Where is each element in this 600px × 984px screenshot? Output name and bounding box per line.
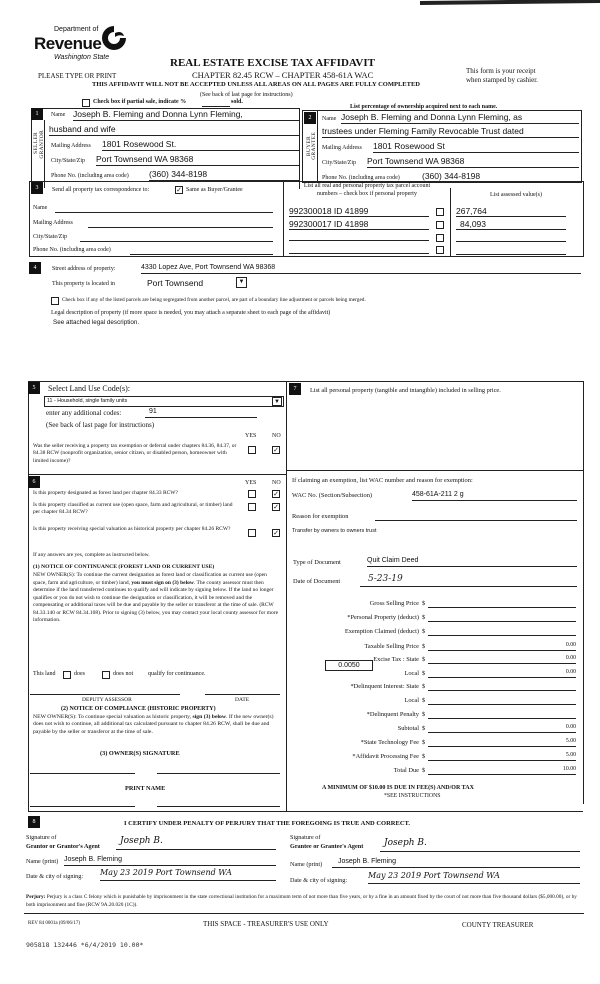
land-use-see-back: (See back of last page for instructions): [46, 421, 155, 429]
parcel-number-field[interactable]: [289, 240, 429, 241]
buyer-phone-label: Phone No. (including area code): [322, 175, 400, 181]
fee-label: Excise Tax : State: [373, 656, 419, 663]
this-land-label: This land: [33, 671, 56, 677]
question-text: Is this property receiving special valuation as historical property per chapter 84.26 RCW?: [33, 526, 231, 532]
personal-property-checkbox[interactable]: [436, 234, 444, 242]
exemption-yes-checkbox[interactable]: [248, 446, 256, 454]
section-number-2: 2: [304, 112, 316, 124]
currency-symbol: $: [422, 725, 426, 732]
parcel-number-field[interactable]: 992300017 ID 41898: [289, 219, 429, 230]
legal-description-field[interactable]: See attached legal description.: [53, 319, 140, 326]
grantor-name-field[interactable]: Joseph B. Fleming: [64, 856, 276, 866]
county-treasurer-label: COUNTY TREASURER: [462, 921, 534, 929]
assessed-value-field[interactable]: [456, 241, 566, 242]
doc-type-field[interactable]: Quit Claim Deed: [367, 557, 577, 567]
exemption-label: If claiming an exemption, list WAC number and reason for exemption:: [292, 477, 473, 484]
deputy-assessor-label: DEPUTY ASSESSOR: [82, 697, 132, 703]
currency-symbol: $: [422, 767, 426, 774]
form-title: REAL ESTATE EXCISE TAX AFFIDAVIT: [170, 57, 375, 69]
buyer-name-label: Name: [322, 116, 337, 122]
section-number-1: 1: [31, 108, 43, 120]
print-name-line[interactable]: [30, 806, 135, 807]
parcel-number-field[interactable]: 992300018 ID 41899: [289, 206, 429, 217]
parcel-header-2: numbers – check box if personal property: [317, 191, 417, 197]
grantee-side-label: GRANTEE: [311, 132, 317, 160]
additional-codes-label: enter any additional codes:: [46, 409, 122, 417]
street-address-field[interactable]: 4330 Lopez Ave, Port Townsend WA 98368: [141, 264, 581, 274]
additional-codes-field[interactable]: 91: [145, 408, 257, 418]
fee-label: Taxable Selling Price: [364, 643, 419, 650]
fee-label: Exemption Claimed (deduct): [344, 628, 419, 635]
fee-label: *Personal Property (deduct): [347, 614, 419, 621]
logo-name: Revenue: [34, 34, 102, 53]
wac-field[interactable]: 458-61A-211 2 g: [412, 491, 577, 501]
seller-side-label: SELLER: [33, 132, 39, 154]
corr-phone-label: Phone No. (including area code): [33, 247, 111, 253]
currency-symbol: $: [422, 628, 426, 635]
land-does-not-label: does not: [113, 671, 134, 677]
reason-field[interactable]: Transfer by owners to owners trust: [292, 528, 377, 534]
fee-label: Local: [404, 670, 419, 677]
corr-name-field[interactable]: [55, 212, 273, 213]
grantor-name-label: Name (print): [26, 858, 59, 865]
certify-statement: I CERTIFY UNDER PENALTY OF PERJURY THAT THE FOREGOING IS TRUE AND CORRECT.: [124, 820, 411, 827]
located-in-select[interactable]: Port Townsend: [147, 278, 204, 288]
segregate-label: Check box if any of the listed parcels are being segregated from another parcel, are part of a boundary line adjustment or parcels being merged.: [62, 297, 366, 303]
buyer-name-field[interactable]: Joseph B. Fleming and Donna Lynn Fleming, as: [341, 112, 579, 124]
no-checkbox[interactable]: ✓: [273, 503, 279, 511]
fee-label: Local: [404, 697, 419, 704]
cashier-stamp: 905818 132446 *6/4/2019 10.00*: [26, 941, 144, 949]
section-number-7: 7: [289, 383, 301, 395]
section-number-5: 5: [28, 382, 40, 394]
corr-name-label: Name: [33, 205, 48, 211]
grantor-sig-label-2: Grantor or Grantor's Agent: [26, 843, 100, 850]
grantee-date-field[interactable]: May 23 2019 Port Townsend WA: [368, 871, 580, 884]
reason-field-line[interactable]: [375, 520, 577, 521]
logo-state: Washington State: [54, 54, 110, 61]
grantor-side-label: GRANTOR: [39, 130, 45, 159]
fee-label: *Affidavit Processing Fee: [352, 753, 419, 760]
if-yes-note: If any answers are yes, complete as instructed below.: [33, 552, 150, 558]
seller-name-field[interactable]: Joseph B. Fleming and Donna Lynn Fleming,: [73, 109, 299, 121]
land-use-select[interactable]: [44, 396, 284, 407]
same-as-buyer-checkbox[interactable]: ✓: [176, 186, 182, 194]
land-does-checkbox[interactable]: [63, 671, 71, 679]
land-does-label: does: [74, 671, 85, 677]
fee-value-field[interactable]: [428, 682, 576, 691]
currency-symbol: $: [422, 739, 426, 746]
exemption-no-checkbox[interactable]: ✓: [273, 446, 279, 454]
buyer-address-field[interactable]: 1801 Rosewood St: [373, 141, 579, 153]
fee-label: *State Technology Fee: [360, 739, 419, 746]
form-id: REV 84 0001a (09/06/17): [28, 921, 80, 926]
currency-symbol: $: [422, 643, 426, 650]
grantee-signature[interactable]: Joseph B.: [380, 838, 580, 852]
grantee-sig-label-2: Grantee or Grantee's Agent: [290, 843, 364, 850]
fee-value-field[interactable]: [428, 696, 576, 705]
currency-symbol: $: [422, 600, 426, 607]
section-number-3: 3: [31, 182, 43, 194]
located-in-label: This property is located in: [52, 281, 115, 287]
section-number-6: 6: [28, 476, 40, 488]
partial-sale-checkbox[interactable]: [82, 99, 90, 107]
question-text: Is this property classified as current use (open space, farm and agricultural, or timber) land per chapter 84.34 RCW?: [33, 502, 233, 516]
no-checkbox[interactable]: ✓: [273, 490, 279, 498]
currency-symbol: $: [422, 656, 426, 663]
assessed-value-field[interactable]: 84,093: [456, 219, 566, 230]
grantor-sig-label-1: Signature of: [26, 834, 57, 841]
deputy-assessor-signature-line[interactable]: [30, 694, 180, 695]
doc-date-field[interactable]: 5-23-19: [360, 574, 577, 587]
see-back-note: (See back of last page for instructions): [200, 92, 293, 98]
currency-symbol: $: [422, 753, 426, 760]
buyer-phone-field[interactable]: (360) 344-8198: [422, 171, 579, 183]
yes-header-6: YES: [245, 480, 257, 486]
notice-continuance-text: NEW OWNER(S): To continue the current designation as forest land or classification as current use (open space, farm and agriculture, or timber) land, you must sign on (3) below. The county assessor must then determine if the land transferred continues to qualify and will indicate by signing below. If the land no longer qualifies or you do not wish to continue the designation or classification, it will be removed and the compensating or additional taxes will be due and payable by the seller or transferor at the time of sale. (RCW 84.33.140 or RCW 84.34.108). Prior to signing (3) below, you may contact your local county assessor for more information.: [33, 572, 279, 624]
notice-compliance-title: (2) NOTICE OF COMPLIANCE (HISTORIC PROPERTY): [61, 706, 216, 712]
no-checkbox[interactable]: ✓: [273, 529, 279, 537]
fee-value-field[interactable]: 0.00: [428, 724, 576, 733]
seller-phone-label: Phone No. (including area code): [51, 173, 129, 179]
print-name-line-2[interactable]: [157, 806, 280, 807]
parcel-header-1: List all real and personal property tax parcel account: [303, 183, 431, 189]
partial-sale-label: Check box if partial sale, indicate %: [93, 99, 187, 105]
fee-value-field[interactable]: [428, 710, 576, 719]
reason-label: Reason for exemption: [292, 513, 349, 520]
receipt-note-1: This form is your receipt: [466, 67, 536, 75]
assessed-header: List assessed value(s): [490, 192, 542, 198]
wac-label: WAC No. (Section/Subsection): [292, 492, 373, 499]
grantor-date-field[interactable]: May 23 2019 Port Townsend WA: [100, 868, 276, 881]
personal-property-checkbox[interactable]: [436, 208, 444, 216]
land-use-label: Select Land Use Code(s):: [48, 384, 130, 393]
segregate-checkbox[interactable]: [51, 297, 59, 305]
question-text: Is this property designated as forest land per chapter 84.33 RCW?: [33, 490, 178, 496]
fee-label: Gross Selling Price: [369, 600, 419, 607]
fee-value-field[interactable]: 5.00: [428, 738, 576, 747]
fee-label: Subtotal: [397, 725, 419, 732]
buyer-city-field[interactable]: Port Townsend WA 98368: [367, 156, 579, 168]
fee-label: *Delinquent Penalty: [366, 711, 419, 718]
assessor-date-line[interactable]: [205, 694, 280, 695]
fee-value-field[interactable]: [428, 599, 576, 608]
please-type: PLEASE TYPE OR PRINT: [38, 72, 117, 80]
exemption-question: Was the seller receiving a property tax exemption or deferral under chapters 84.36, 84.37, or 84.38 RCW (nonprofit organization, senior citizen, or disabled person, homeowner with limited income)?: [33, 443, 237, 464]
seller-address-field[interactable]: 1801 Rosewood St.: [102, 139, 299, 151]
corr-address-label: Mailing Address: [33, 220, 73, 226]
section-number-4: 4: [29, 262, 41, 274]
doc-type-label: Type of Document: [293, 559, 341, 566]
logo-dept: Department of: [54, 26, 99, 33]
fee-value-field[interactable]: [428, 627, 576, 636]
grantee-date-label: Date & city of signing:: [290, 877, 348, 884]
grantee-sig-label-1: Signature of: [290, 834, 321, 841]
legal-description-label: Legal description of property (if more space is needed, you may attach a separate sheet to each page of the affidavit): [51, 310, 331, 316]
form-subtitle: CHAPTER 82.45 RCW – CHAPTER 458-61A WAC: [192, 70, 374, 80]
land-use-dropdown-icon[interactable]: ▼: [272, 397, 282, 406]
fee-value-field[interactable]: 0.00: [428, 669, 576, 678]
partial-sale-percent-field[interactable]: [202, 106, 230, 107]
grantor-date-label: Date & city of signing:: [26, 873, 84, 880]
fee-label: *Delinquent Interest: State: [350, 683, 419, 690]
owner-signature-label: (3) OWNER(S) SIGNATURE: [100, 750, 180, 757]
correspondence-label: Send all property tax correspondence to:: [52, 187, 150, 193]
partial-sale-sold: sold.: [231, 99, 243, 105]
personal-property-label: List all personal property (tangible and intangible) included in selling price.: [310, 387, 501, 394]
grantee-name-label: Name (print): [290, 861, 323, 868]
receipt-note-2: when stamped by cashier.: [466, 76, 538, 84]
form-warning: THIS AFFIDAVIT WILL NOT BE ACCEPTED UNLESS ALL AREAS ON ALL PAGES ARE FULLY COMPLETED: [92, 81, 420, 88]
notice-compliance-text: NEW OWNER(S): To continue special valuation as historic property, sign (3) below. If the new owner(s) does not wish to continue, all additional tax calculated pursuant to chapter 84.26 RCW, shall be due and payable by the seller or transferor at the time of sale.: [33, 714, 274, 735]
no-header-6: NO: [272, 480, 281, 486]
scan-edge: [420, 0, 600, 5]
seller-city-label: City/State/Zip: [51, 158, 85, 164]
yes-checkbox[interactable]: [248, 503, 256, 511]
assessed-value-field[interactable]: [456, 254, 566, 255]
buyer-city-label: City/State/Zip: [322, 160, 356, 166]
print-name-label: PRINT NAME: [125, 785, 166, 792]
dor-logo: [34, 24, 134, 68]
ownership-note: List percentage of ownership acquired next to each name.: [350, 104, 498, 110]
currency-symbol: $: [422, 711, 426, 718]
fee-value-field[interactable]: 0.00: [428, 642, 576, 651]
local-rate-field[interactable]: 0.0050: [325, 660, 373, 671]
dor-swirl-icon: [100, 24, 128, 52]
located-in-dropdown-icon[interactable]: ▼: [236, 277, 247, 288]
street-address-label: Street address of property:: [52, 266, 116, 272]
treasurer-use-label: THIS SPACE - TREASURER'S USE ONLY: [203, 920, 329, 928]
yes-header: YES: [245, 433, 257, 439]
land-use-selected: 11 - Household, single family units: [47, 398, 128, 404]
qualify-label: qualify for continuance.: [148, 671, 206, 677]
yes-checkbox[interactable]: [248, 490, 256, 498]
same-as-buyer-label: Same as Buyer/Grantee: [186, 187, 243, 193]
assessed-value-field[interactable]: 267,764: [456, 206, 566, 217]
seller-phone-field[interactable]: (360) 344-8198: [149, 169, 299, 181]
seller-city-field[interactable]: Port Townsend WA 98368: [96, 154, 299, 166]
minimum-note: A MINIMUM OF $10.00 IS DUE IN FEE(S) AND/OR TAX: [322, 785, 474, 791]
currency-symbol: $: [422, 614, 426, 621]
seller-address-label: Mailing Address: [51, 143, 91, 149]
personal-property-checkbox[interactable]: [436, 246, 444, 254]
section-number-8: 8: [28, 816, 40, 828]
fee-value-field[interactable]: 0.00: [428, 655, 576, 664]
buyer-address-label: Mailing Address: [322, 145, 362, 151]
no-header: NO: [272, 433, 281, 439]
buyer-name-field-2[interactable]: trustees under Fleming Family Revocable Trust dated: [322, 126, 579, 138]
fee-value-field[interactable]: 10.00: [428, 766, 576, 775]
notice-continuance-title: (1) NOTICE OF CONTINUANCE (FOREST LAND OR CURRENT USE): [33, 564, 215, 570]
corr-city-label: City/State/Zip: [33, 234, 67, 240]
yes-checkbox[interactable]: [248, 529, 256, 537]
perjury-note: Perjury: Perjury is a class C felony which is punishable by imprisonment in the state correctional institution for a maximum term of not more than five years, or by a fine in an amount fixed by the court of not more than five thousand dollars ($5,000.00), or by both imprisonment and fine (RCW 9A.20.020 (1C)).: [26, 894, 577, 908]
fee-label: Total Due: [393, 767, 419, 774]
currency-symbol: $: [422, 697, 426, 704]
see-instructions: *SEE INSTRUCTIONS: [384, 793, 441, 799]
currency-symbol: $: [422, 683, 426, 690]
currency-symbol: $: [422, 670, 426, 677]
seller-name-field-2[interactable]: husband and wife: [49, 124, 299, 136]
fee-value-field[interactable]: [428, 613, 576, 622]
corr-phone-field[interactable]: [130, 254, 273, 255]
grantor-signature[interactable]: Joseph B.: [116, 836, 276, 850]
doc-date-label: Date of Document: [293, 578, 341, 585]
fee-value-field[interactable]: 5.00: [428, 752, 576, 761]
land-does-not-checkbox[interactable]: [102, 671, 110, 679]
owner-signature-line[interactable]: [30, 773, 135, 774]
grantee-name-field[interactable]: Joseph B. Fleming: [332, 858, 580, 868]
seller-name-label: Name: [51, 112, 66, 118]
parcel-number-field[interactable]: [289, 253, 429, 254]
date-label: DATE: [235, 697, 250, 703]
buyer-side-label: BUYER: [306, 136, 312, 157]
personal-property-checkbox[interactable]: [436, 221, 444, 229]
corr-address-field[interactable]: [88, 227, 273, 228]
owner-signature-line-2[interactable]: [157, 773, 280, 774]
corr-city-field[interactable]: [80, 241, 273, 242]
